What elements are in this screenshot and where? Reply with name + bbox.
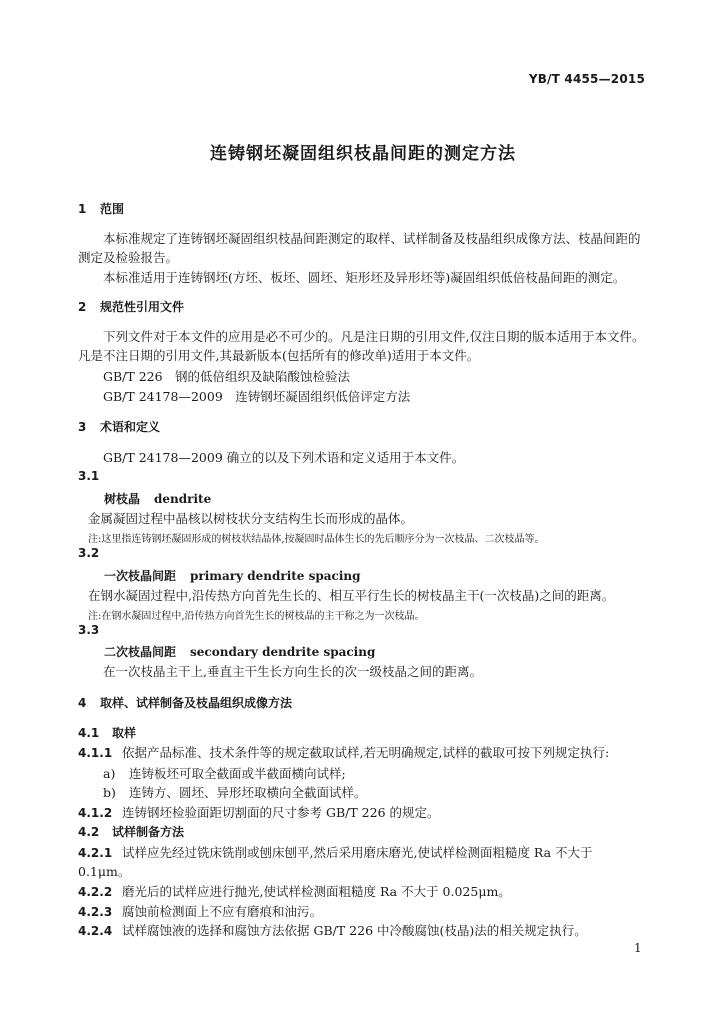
term-3-3-name: 二次枝晶间距 secondary dendrite spacing xyxy=(104,645,376,659)
term-3-3-number: 3.3 xyxy=(78,623,100,637)
clause-4-2-3: 4.2.3 腐蚀前检测面上不应有磨痕和油污。 xyxy=(78,904,323,919)
term-3-1-name: 树枝晶 dendrite xyxy=(104,492,212,506)
document-title: 连铸钢坯凝固组织枝晶间距的测定方法 xyxy=(210,144,516,164)
section-3-intro: GB/T 24178—2009 确立的以及下列术语和定义适用于本文件。 xyxy=(103,450,465,465)
section-2-heading: 2 规范性引用文件 xyxy=(78,300,185,314)
term-3-2-number: 3.2 xyxy=(78,546,100,560)
list-item-b: b) 连铸方、圆坯、异形坯取横向全截面试样。 xyxy=(103,785,367,800)
clause-4-1-1: 4.1.1 依据产品标准、技术条件等的规定截取试样,若无明确规定,试样的截取可按下列规定执行: xyxy=(78,745,610,760)
clause-4-2-4: 4.2.4 试样腐蚀液的选择和腐蚀方法依据 GB/T 226 中冷酸腐蚀(枝晶)法的相关规定执行。 xyxy=(78,923,587,938)
page-number: 1 xyxy=(634,941,642,955)
reference-gbt226: GB/T 226 钢的低倍组织及缺陷酸蚀检验法 xyxy=(103,369,351,384)
term-3-1-note: 注:这里指连铸钢坯凝固形成的树枝状结晶体,按凝固时晶体生长的先后顺序分为一次枝晶、二次枝晶等。 xyxy=(88,534,545,545)
term-3-2-note: 注:在钢水凝固过程中,沿传热方向首先生长的树枝晶的主干称之为一次枝晶。 xyxy=(88,611,425,622)
term-3-1-number: 3.1 xyxy=(78,469,100,483)
section-2-paragraph: 下列文件对于本文件的应用是必不可少的。凡是注日期的引用文件,仅注日期的版本适用于本文件。凡是不注日期的引用文件,其最新版本(包括所有的修改单)适用于本文件。 xyxy=(78,329,645,363)
clause-4-2-1-continued: 0.1μm。 xyxy=(78,864,131,879)
section-1-paragraph-2: 本标准适用于连铸钢坯(方坯、板坯、圆坯、矩形坯及异形坯等)凝固组织低倍枝晶间距的测定。 xyxy=(103,270,626,285)
section-1-paragraph-1: 本标准规定了连铸钢坯凝固组织枝晶间距测定的取样、试样制备及枝晶组织成像方法、枝晶间距的测定及检验报告。 xyxy=(78,231,641,265)
section-4-heading: 4 取样、试样制备及枝晶组织成像方法 xyxy=(78,696,293,710)
reference-gbt24178: GB/T 24178—2009 连铸钢坯凝固组织低倍评定方法 xyxy=(103,389,411,404)
list-item-a: a) 连铸板坯可取全截面或半截面横向试样; xyxy=(103,766,346,781)
term-3-1-definition: 金属凝固过程中晶核以树枝状分支结构生长而形成的晶体。 xyxy=(88,511,414,526)
term-3-2-name: 一次枝晶间距 primary dendrite spacing xyxy=(104,569,361,583)
term-3-2-definition: 在钢水凝固过程中,沿传热方向首先生长的、相互平行生长的树枝晶主干(一次枝晶)之间的距离。 xyxy=(88,588,615,603)
clause-4-2-2: 4.2.2 磨光后的试样应进行抛光,使试样检测面粗糙度 Ra 不大于 0.025μm。 xyxy=(78,884,511,899)
section-1-heading: 1 范围 xyxy=(78,202,125,216)
subsection-4-1-heading: 4.1 取样 xyxy=(78,726,137,740)
subsection-4-2-heading: 4.2 试样制备方法 xyxy=(78,825,185,839)
clause-4-2-1: 4.2.1 试样应先经过铣床铣削或刨床刨平,然后采用磨床磨光,使试样检测面粗糙度 Ra 不大于 xyxy=(78,845,593,860)
clause-4-1-2: 4.1.2 连铸钢坯检验面距切割面的尺寸参考 GB/T 226 的规定。 xyxy=(78,805,440,820)
section-3-heading: 3 术语和定义 xyxy=(78,420,161,434)
term-3-3-definition: 在一次枝晶主干上,垂直主干生长方向生长的次一级枝晶之间的距离。 xyxy=(103,664,482,679)
standard-code: YB/T 4455—2015 xyxy=(528,72,645,86)
